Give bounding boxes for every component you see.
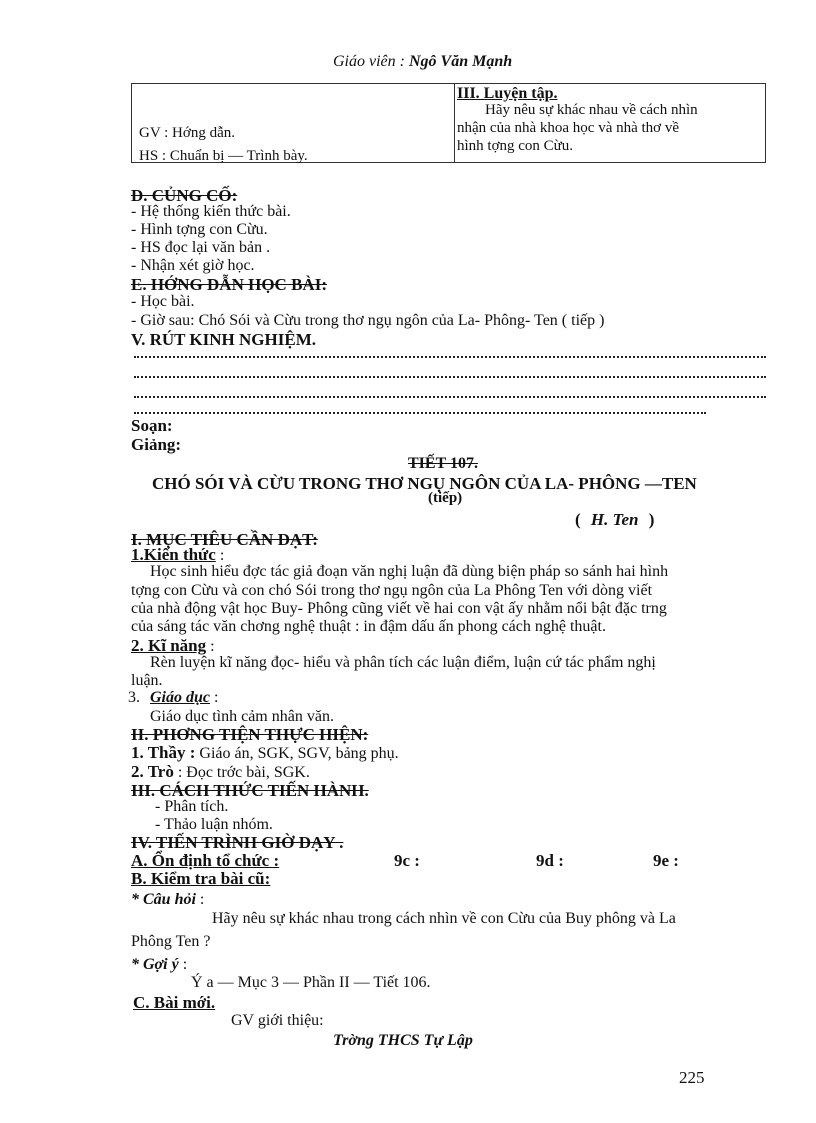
thay-line: 1. Thầy : Giáo án, SGK, SGV, bảng phụ. xyxy=(131,743,399,762)
table-right-line2: nhận của nhà khoa học và nhà thơ về xyxy=(457,120,680,136)
teacher-label: Giáo viên : xyxy=(333,53,405,70)
kien-thuc-line: của nhà động vật học Buy- Phông cũng viết về hai con vật ấy nhằm nổi bật đặc trng xyxy=(131,600,667,617)
huong-dan-heading: E. HỚNG DẪN HỌC BÀI: xyxy=(131,275,327,294)
dotted-line xyxy=(134,356,766,358)
author-name: H. Ten xyxy=(590,510,639,529)
ki-nang-subheading: 2. Kĩ năng : xyxy=(131,636,215,655)
phuong-tien-heading: II. PHƠNG TIỆN THỰC HIỆN: xyxy=(131,725,369,744)
giao-duc-line: Giáo dục tình cảm nhân văn. xyxy=(150,708,334,725)
goi-y-label: * Gợi ý : xyxy=(131,956,188,973)
cung-co-item: - Hình tợng con Cừu. xyxy=(131,221,268,238)
muc-tieu-heading: I. MỤC TIÊU CẦN ĐẠT: xyxy=(131,530,318,549)
table-right-cell xyxy=(455,84,766,163)
tro-line: 2. Trò : Đọc trớc bài, SGK. xyxy=(131,762,310,781)
table-right-title: III. Luyện tập. xyxy=(457,85,558,102)
dotted-line xyxy=(134,376,766,378)
cung-co-item: - Hệ thống kiến thức bài. xyxy=(131,203,291,220)
cung-co-item: - Nhận xét giờ học. xyxy=(131,257,255,274)
lesson-title: CHÓ SÓI VÀ CỪU TRONG THƠ NGỤ NGÔN CỦA LA- PHÔNG —TEN xyxy=(152,474,697,493)
on-dinh-label: A. Ổn định tổ chức : xyxy=(131,851,280,870)
giang-label: Giảng: xyxy=(131,435,182,454)
lesson-table xyxy=(131,83,766,163)
dotted-line xyxy=(134,396,766,398)
ki-nang-line: luận. xyxy=(131,672,163,689)
cau-hoi-line: Hãy nêu sự khác nhau trong cách nhìn về con Cừu của Buy phông và La xyxy=(212,910,676,927)
school-footer: Trờng THCS Tự Lập xyxy=(333,1032,473,1049)
class-9d: 9d : xyxy=(536,851,564,870)
cau-hoi-line: Phông Ten ? xyxy=(131,933,211,950)
rut-kinh-nghiem-heading: V. RÚT KINH NGHIỆM. xyxy=(131,330,316,349)
huong-dan-item: - Học bài. xyxy=(131,293,195,310)
dotted-line xyxy=(134,412,706,414)
soan-label: Soạn: xyxy=(131,416,173,435)
ki-nang-line: Rèn luyện kĩ năng đọc- hiểu và phân tích các luận điểm, luận cứ tác phẩm nghị xyxy=(150,654,656,671)
tien-trinh-heading: IV. TIẾN TRÌNH GIỜ DẠY . xyxy=(131,833,344,852)
cach-thuc-item: - Phân tích. xyxy=(155,798,229,815)
kien-thuc-line: của sáng tác văn chơng nghệ thuật : in đậm dấu ấn phong cách nghệ thuật. xyxy=(131,618,606,635)
gv-gioi-thieu: GV giới thiệu: xyxy=(231,1012,324,1029)
teacher-name: Ngô Văn Mạnh xyxy=(408,53,513,70)
table-left-line1: GV : Hớng dẫn. xyxy=(139,125,235,141)
cung-co-item: - HS đọc lại văn bản . xyxy=(131,239,271,256)
kien-thuc-subheading: 1.Kiến thức : xyxy=(131,545,225,564)
kiem-tra-label: B. Kiểm tra bài cũ: xyxy=(131,869,271,888)
class-9e: 9e : xyxy=(653,851,679,870)
huong-dan-item: - Giờ sau: Chó Sói và Cừu trong thơ ngụ ngôn của La- Phông- Ten ( tiếp ) xyxy=(131,312,605,329)
page-header xyxy=(333,53,512,71)
kien-thuc-line: tợng con Cừu và con chó Sói trong thơ ngụ ngôn của La Phông Ten với dòng viết xyxy=(131,582,653,599)
table-left-line2: HS : Chuẩn bị — Trình bày. xyxy=(139,148,308,164)
class-9c: 9c : xyxy=(394,851,420,870)
cach-thuc-item: - Thảo luận nhóm. xyxy=(155,816,273,833)
lesson-title-tiep: (tiếp) xyxy=(428,490,463,506)
tiet-number: TIẾT 107. xyxy=(408,455,478,472)
cau-hoi-label: * Câu hỏi : xyxy=(131,891,205,908)
author-credit: ( H. Ten ) xyxy=(575,510,655,529)
bai-moi-label: C. Bài mới. xyxy=(133,993,216,1012)
table-right-line3: hình tợng con Cừu. xyxy=(457,138,574,154)
cung-co-heading: D. CỦNG CỐ: xyxy=(131,186,238,205)
cach-thuc-heading: III. CÁCH THỨC TIẾN HÀNH. xyxy=(131,781,369,800)
kien-thuc-line: Học sinh hiểu đợc tác giả đoạn văn nghị luận đã dùng biện pháp so sánh hai hình xyxy=(150,563,669,580)
goi-y-text: Ý a — Mục 3 — Phần II — Tiết 106. xyxy=(191,974,431,991)
giao-duc-subheading: 3. Giáo dục : xyxy=(128,689,219,706)
table-right-line1: Hãy nêu sự khác nhau về cách nhìn xyxy=(485,102,698,118)
table-left-cell xyxy=(132,84,455,163)
page-number: 225 xyxy=(679,1068,705,1087)
